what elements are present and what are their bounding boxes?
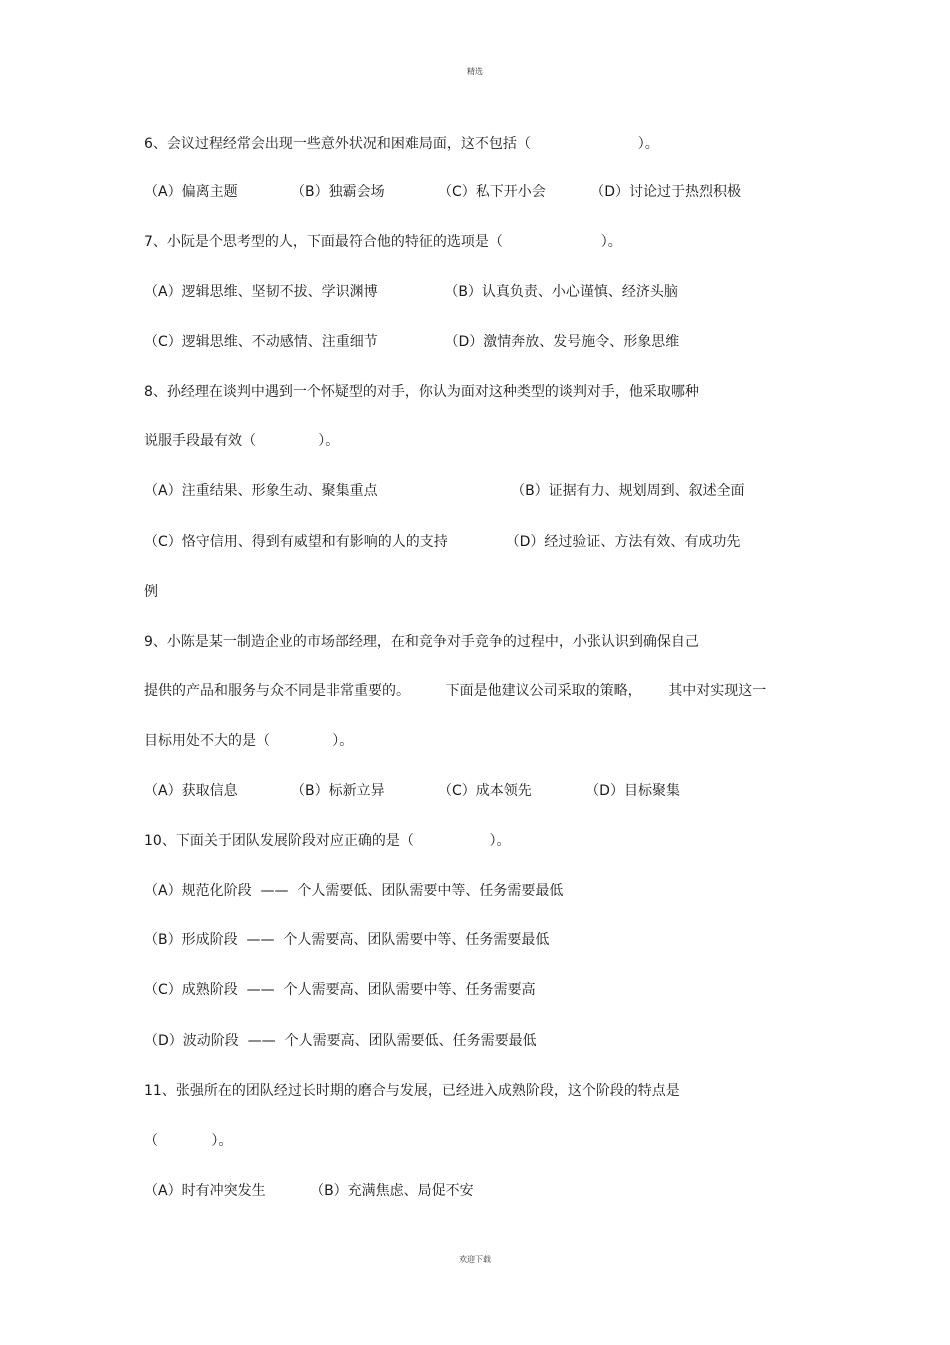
question-10-option-a: （A）规范化阶段 —— 个人需要低、团队需要中等、任务需要最低 [144, 883, 564, 899]
question-6: 6、会议过程经常会出现一些意外状况和困难局面，这不包括（ ）。 [144, 136, 659, 152]
question-10: 10、下面关于团队发展阶段对应正确的是（ ）。 [144, 833, 511, 849]
question-9: 9、小陈是某一制造企业的市场部经理，在和竞争对手竞争的过程中，小张认识到确保自己 [144, 634, 699, 650]
question-10-option-d: （D）波动阶段 —— 个人需要高、团队需要低、任务需要最低 [144, 1033, 537, 1049]
question-6-options: （A）偏离主题 （B）独霸会场 （C）私下开小会 （D）讨论过于热烈积极 [144, 184, 742, 200]
page-header: 精选 [467, 67, 483, 76]
question-8-cont: 说服手段最有效（ ）。 [144, 433, 340, 449]
question-8-options-ab: （A）注重结果、形象生动、聚集重点 （B）证据有力、规划周到、叙述全面 [144, 483, 745, 499]
page-footer: 欢迎下载 [459, 1255, 491, 1264]
question-8-options-cd: （C）恪守信用、得到有威望和有影响的人的支持 （D）经过验证、方法有效、有成功先 [144, 534, 741, 550]
question-11: 11、张强所在的团队经过长时期的磨合与发展，已经进入成熟阶段，这个阶段的特点是 [144, 1083, 680, 1099]
question-8-options-cd-cont: 例 [144, 584, 158, 600]
question-9-cont-2: 目标用处不大的是（ ）。 [144, 733, 354, 749]
question-8: 8、孙经理在谈判中遇到一个怀疑型的对手，你认为面对这种类型的谈判对手，他采取哪种 [144, 384, 699, 400]
question-10-option-c: （C）成熟阶段 —— 个人需要高、团队需要中等、任务需要高 [144, 982, 536, 998]
question-9-cont: 提供的产品和服务与众不同是非常重要的。 下面是他建议公司采取的策略， 其中对实现这一 [144, 683, 767, 699]
question-10-option-b: （B）形成阶段 —— 个人需要高、团队需要中等、任务需要最低 [144, 932, 550, 948]
question-11-options: （A）时有冲突发生 （B）充满焦虑、局促不安 [144, 1183, 474, 1199]
question-11-cont: （ ）。 [144, 1133, 233, 1149]
question-9-options: （A）获取信息 （B）标新立异 （C）成本领先 （D）目标聚集 [144, 783, 680, 799]
question-7-options-ab: （A）逻辑思维、坚韧不拔、学识渊博 （B）认真负责、小心谨慎、经济头脑 [144, 284, 678, 300]
question-7: 7、小阮是个思考型的人，下面最符合他的特征的选项是（ ）。 [144, 234, 622, 250]
question-7-options-cd: （C）逻辑思维、不动感情、注重细节 （D）激情奔放、发号施令、形象思维 [144, 334, 680, 350]
